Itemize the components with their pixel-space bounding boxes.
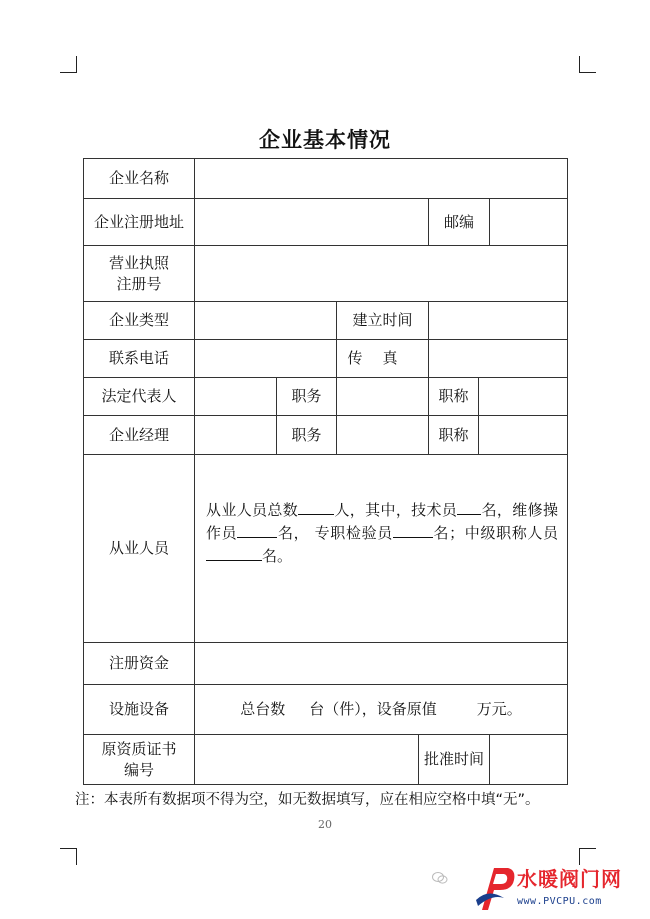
crop-mark-top-right bbox=[579, 56, 596, 73]
approval-date-label: 批准时间 bbox=[419, 735, 490, 785]
watermark-url: www.PVCPU.com bbox=[517, 896, 602, 907]
fax-label: 传真 bbox=[337, 340, 429, 378]
watermark-brand: 水暖阀门网 bbox=[517, 867, 622, 891]
maintenance-blank[interactable] bbox=[237, 523, 277, 538]
page-number: 20 bbox=[318, 818, 332, 831]
cert-no-label: 原资质证书 编号 bbox=[84, 735, 195, 785]
company-name-label: 企业名称 bbox=[84, 159, 195, 199]
footnote: 注：本表所有数据项不得为空，如无数据填写，应在相应空格中填“无”。 bbox=[75, 792, 540, 808]
company-name-field[interactable] bbox=[195, 159, 568, 199]
capital-label: 注册资金 bbox=[84, 643, 195, 685]
staff-label: 从业人员 bbox=[84, 455, 195, 643]
license-no-label: 营业执照 注册号 bbox=[84, 246, 195, 302]
reg-address-label: 企业注册地址 bbox=[84, 199, 195, 246]
mid-title-blank[interactable] bbox=[206, 546, 262, 561]
legal-rep-label: 法定代表人 bbox=[84, 378, 195, 416]
company-info-form bbox=[83, 158, 568, 785]
company-type-field[interactable] bbox=[195, 302, 337, 340]
legal-rep-title-field[interactable] bbox=[479, 378, 568, 416]
phone-field[interactable] bbox=[195, 340, 337, 378]
inspector-blank[interactable] bbox=[393, 523, 433, 538]
legal-rep-field[interactable] bbox=[195, 378, 277, 416]
manager-position-field[interactable] bbox=[337, 416, 429, 455]
reg-address-field[interactable] bbox=[195, 199, 429, 246]
capital-field[interactable] bbox=[195, 643, 568, 685]
manager-label: 企业经理 bbox=[84, 416, 195, 455]
equipment-label: 设施设备 bbox=[84, 685, 195, 735]
manager-position-label: 职务 bbox=[277, 416, 337, 455]
technician-blank[interactable] bbox=[457, 500, 481, 515]
legal-rep-position-label: 职务 bbox=[277, 378, 337, 416]
fax-field[interactable] bbox=[429, 340, 568, 378]
crop-mark-top-left bbox=[60, 56, 77, 73]
watermark bbox=[472, 858, 650, 916]
manager-title-label: 职称 bbox=[429, 416, 479, 455]
founded-field[interactable] bbox=[429, 302, 568, 340]
legal-rep-title-label: 职称 bbox=[429, 378, 479, 416]
crop-mark-bottom-left bbox=[60, 848, 77, 865]
postcode-field[interactable] bbox=[490, 199, 568, 246]
approval-date-field[interactable] bbox=[490, 735, 568, 785]
license-no-field[interactable] bbox=[195, 246, 568, 302]
phone-label: 联系电话 bbox=[84, 340, 195, 378]
cert-no-field[interactable] bbox=[195, 735, 419, 785]
legal-rep-position-field[interactable] bbox=[337, 378, 429, 416]
manager-field[interactable] bbox=[195, 416, 277, 455]
wechat-icon bbox=[432, 871, 448, 885]
manager-title-field[interactable] bbox=[479, 416, 568, 455]
staff-total-blank[interactable] bbox=[298, 500, 334, 515]
company-type-label: 企业类型 bbox=[84, 302, 195, 340]
page-title: 企业基本情况 bbox=[259, 128, 391, 152]
equipment-description: 总台数 台（件），设备原值 万元。 bbox=[195, 685, 568, 735]
watermark-logo-icon bbox=[474, 860, 518, 914]
staff-description: 从业人员总数 人，其中，技术员 名，维修操作员 名， 专职检验员 名；中级职称人员名。 bbox=[195, 455, 568, 643]
postcode-label: 邮编 bbox=[429, 199, 490, 246]
founded-label: 建立时间 bbox=[337, 302, 429, 340]
